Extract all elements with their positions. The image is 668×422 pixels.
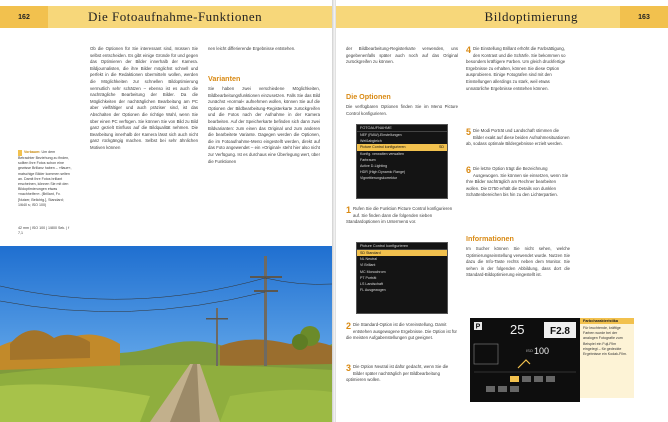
camera-menu-picture-control — [356, 242, 448, 314]
menu2-code: SD — [360, 251, 365, 255]
info-box-color-characteristics — [580, 318, 634, 398]
left-column-1 — [90, 46, 198, 236]
step-2 — [346, 322, 458, 342]
menu1-row: Active D-Lighting — [360, 163, 388, 168]
step-3-text: Die Option Neutral ist dafür gedacht, wenn Sie die Bilder später nachträglich per Bildbearbeitung optimieren wollen. — [346, 364, 449, 383]
camera-shutter-value: 25 — [510, 322, 525, 337]
photo-caption: 42 mm | ISO 100 | 1/800 Sek. | f 7,1 — [18, 226, 70, 236]
menu1-row: NEF (RAW)-Einstellungen — [360, 133, 402, 137]
left-page-number: 162 — [0, 6, 48, 28]
left-col2-intro: nen leicht differierende Ergebnisse entstehen. — [208, 46, 296, 51]
menu2-code: MC — [360, 269, 366, 274]
left-running-header — [0, 6, 332, 28]
info-text: Im Sucher können Sie nicht sehen, welche Optimierungseinstellung verwendet wurde. Nutzen Sie dazu die Info-Taste rechts neben dem Monitor. Sie sehen in der folgenden Abbildung, dass dort die Standard-Bildoptimierung eingestellt ist. — [466, 246, 570, 278]
heading-variants: Varianten — [208, 74, 241, 83]
heading-information: Informationen — [466, 234, 514, 243]
step-2-number: 2 — [346, 321, 352, 331]
menu1-row: Farbraum — [360, 157, 376, 162]
menu2-label: Landschaft — [365, 281, 383, 286]
left-column-2 — [208, 86, 320, 242]
step-1-text: Rufen Sie die Funktion Picture Control konfigurieren auf. Sie finden dann die folgenden sieben Standardoptionen im Untermenü vor. — [346, 206, 453, 225]
menu1-selected-value: SD — [439, 145, 444, 150]
step-1-number: 1 — [346, 205, 352, 215]
step-3-number: 3 — [346, 363, 352, 373]
left-col1-text: Ob die Optionen für Sie interessant sind, müssen Sie selbst entscheiden. Es gibt einige Gründe für und gegen das Optimieren der Bilder innerhalb der Kamera. Bildjournalisten, die ihre Bilder möglichst schnell und perfekt in die Redaktionen übermitteln wollen, werden die Möglichkeiten zur schnellen Bildoptimierung vermutlich sehr schätzen – ebenso ist es auch die nachträgliche Bearbeitung der Bilder. Da die Möglichkeiten der nachträglichen Bearbeitung am PC aber vielfältiger und auch präziser sind, ist das Abschalten der Optionen die richtige Wahl, wenn Sie über einen PC verfügen. Sie können Sie von Bild zu Bild ganz gezielt Einfluss auf die Bildqualität nehmen. Die Bearbeitung innerhalb der Kamera lässt sich auch nicht ganz rückgängig machen. Selbst bei sehr ähnlichen Motiven können — [90, 46, 198, 150]
left-running-head-title: Die Fotoaufnahme-Funktionen — [48, 6, 332, 28]
menu2-label: Ausgewogen — [364, 288, 386, 293]
options-intro: Die verfügbaren Optionen finden Sie im Menü Picture Control konfigurieren. — [346, 104, 458, 116]
step-2-text: Die Standard-Option ist die Voreinstellung. Damit entstehen ausgewogene Ergebnisse. Die Option ist für die meisten Aufgabenstellungen gut geeignet. — [346, 322, 457, 341]
step-6-text: Die letzte Option trägt die Bezeichnung Ausgewogen. Sie können sie einsetzen, wenn Sie Ihre Bilder nachträglich am Rechner bearbeiten wollen. Die D750 erhält die Details von dunklen Schattenbereichen bis hin zu den Lichterpartien. — [466, 166, 569, 198]
step-5 — [466, 128, 570, 148]
menu2-code: FL — [360, 288, 365, 293]
camera-iso-label: ISO — [526, 348, 533, 353]
landscape-photo — [0, 246, 332, 422]
right-page-number: 163 — [620, 6, 668, 28]
infobox-text: Für leuchtende, kräftige Farben wurde bei der analogen Fotografie zum Beispiel ein Fuji-Film eingelegt – für gedeckte Ergebnisse ein Kodak-Film. — [583, 326, 627, 357]
menu1-row: Konfig. verwalten verwalten — [360, 151, 404, 156]
step-6 — [466, 166, 570, 199]
menu2-code: VI — [360, 263, 364, 268]
right-running-header — [336, 6, 668, 28]
infobox-title: Farbcharakteristika — [580, 318, 634, 324]
step-5-text: Die Modi Porträt und Landschaft stimmen die Bilder exakt auf diese beiden Aufnahmesituationen ab, sodass optimale Bildergebnisse erzielt werden. — [466, 128, 570, 147]
menu2-label: Neutral — [365, 257, 378, 262]
step-5-number: 5 — [466, 127, 472, 137]
camera-aperture-value: F2.8 — [549, 326, 571, 337]
sidenote — [18, 150, 72, 208]
menu2-label: Brillant — [364, 263, 376, 268]
sidenote-label: Vorbaum: — [24, 150, 41, 154]
camera-info-display — [470, 318, 580, 402]
step-4-number: 4 — [466, 45, 472, 55]
menu2-code: PT — [360, 275, 365, 280]
step-1 — [346, 206, 458, 226]
menu1-row: Vignettierungskorrektur — [360, 176, 398, 181]
step-3 — [346, 364, 458, 384]
right-running-head-title: Bildoptimierung — [336, 6, 620, 28]
camera-mode-label: P — [475, 323, 481, 331]
menu2-code: NL — [360, 257, 365, 262]
left-page — [0, 0, 332, 422]
camera-menu-fotoaufnahme — [356, 124, 448, 199]
menu2-row — [357, 287, 447, 293]
step-4-text: Die Einstellung Brillant erhöht die Farbsättigung, den Kontrast und die Schärfe. Sie bekommen so besonders kräftigere Farben. Um gleich druckfertige Ergebnisse zu erhalten, können Sie diese Option ausprobieren. Einige Fotografen sind mit den Einstellungen allerdings zu stark, weil etwas unnatürliche Ergebnisse entstehen können. — [466, 46, 566, 91]
step-6-number: 6 — [466, 165, 472, 175]
menu1-title: FOTOAUFNAHME — [357, 125, 447, 132]
heading-options: Die Optionen — [346, 92, 391, 101]
right-col1-intro: der Bildbearbeitung-Registerkarte verwenden, uns gegebenenfalls später auch noch auf das Original zurückgreifen zu können. — [346, 46, 458, 65]
sidenote-text: Um dem Betrachter Beziehung zu finden, sollten Ihre Fotos schon eine gewisse Brillanz haben – »flaue«, matschige Bilder kommen selten an. Damit Ihre Fotos brillant erscheinen, können Sie mit den Bildoptimierungen etwas »nachhelfen«. (Brillant, Fv. [Nutzer, Belichtg.], Standard; 1/640 s; ISO 100) — [18, 150, 72, 207]
menu2-label: Standard — [366, 251, 381, 255]
menu2-label: Monochrom — [366, 269, 386, 274]
menu1-row: Weißabgleich — [360, 139, 382, 144]
menu2-code: LS — [360, 281, 365, 286]
menu2-label: Porträt — [365, 275, 377, 280]
menu1-selected-label: Picture Control konfigurieren — [360, 145, 406, 150]
camera-iso-value: 100 — [534, 346, 550, 356]
menu2-title: Picture Control konfigurieren — [357, 243, 447, 250]
left-col2-text: Sie haben zwei verschiedene Möglichkeiten, Bildbearbeitungsfunktionen einzusetzen. Falls Sie das Bild zunächst »normal« aufnehmen wollen, können Sie auf die Optionen der Bildbearbeitung-Registerkarte zurückgreifen und die Fotos nach der Aufnahme in der Kamera bearbeiten. Auf der Speicherkarte befinden sich dann zwei Bildvarianten: zum einen das Original und zum anderen die bearbeitete Variante. Dagegen werden die Optionen, die im Fotoaufnahme-Menü eingestellt werden, direkt auf das Foto angewendet – ein »Original« steht hier also nicht zur Verfügung. Ist es durchaus eine Überlegung wert, über die Funktionen — [208, 86, 320, 164]
menu1-row: HDR (High Dynamic Range) — [360, 170, 406, 175]
step-4 — [466, 46, 570, 92]
